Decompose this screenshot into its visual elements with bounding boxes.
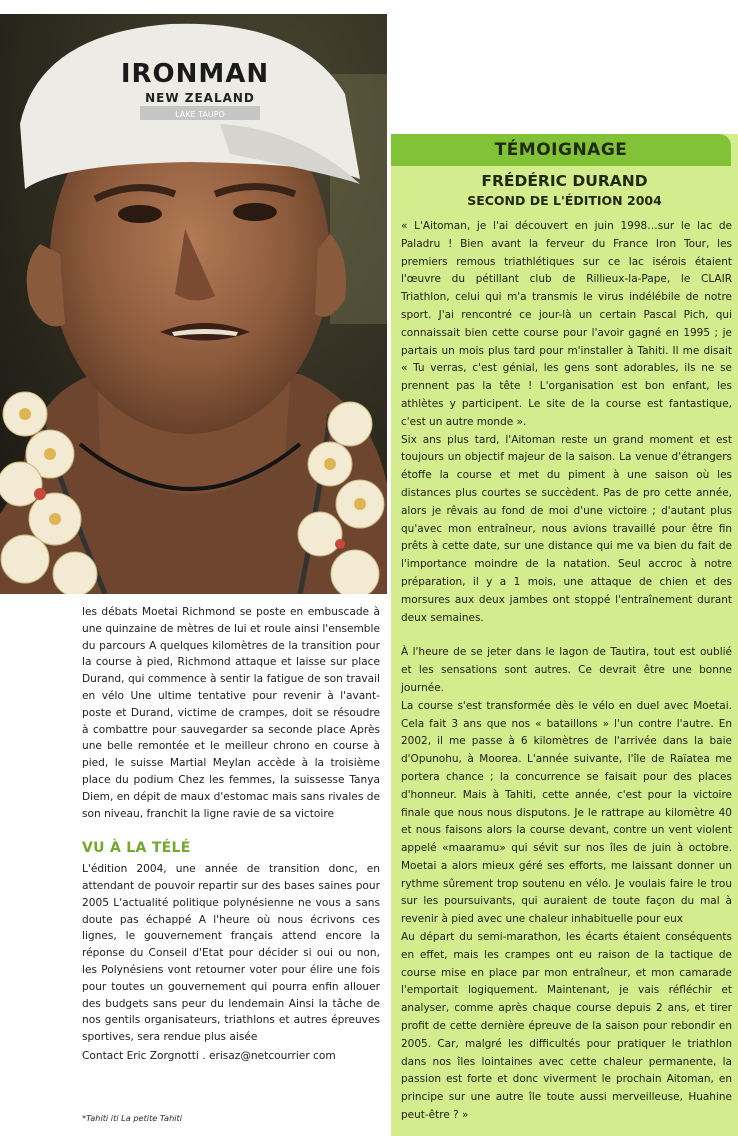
footnote: *Tahiti iti La petite Tahiti [82,1113,183,1123]
contact-line: Contact Eric Zorgnotti . erisaz@netcourrier com [82,1049,336,1062]
athlete-photo-illustration [0,14,387,594]
cap-brand-text: IRONMAN [120,59,270,89]
article-left-column [82,604,380,1065]
testimony-tab-label: TÉMOIGNAGE [391,134,731,166]
testimony-body [401,218,732,1125]
cap-subline-text: LAKE TAUPO [175,110,225,119]
section-heading-tele: VU À LA TÉLÉ [82,840,191,857]
cap-region-text: NEW ZEALAND [145,91,255,105]
testimony-author-role: SECOND DE L'ÉDITION 2004 [467,193,662,208]
testimony-paragraph: La course s'est transformée dès le vélo en duel avec Moetai. Cela fait 3 ans que nos « bataillons » l'un contre l'autre. En 2002, il me passe à 6 kilomètres de l'arrivée dans la baie d'Opunohu, à Moorea. L'année suivante, l'île de Raïatea me portera chance ; la concurrence se faisait pour des places d'honneur. Mais à Tahiti, cette année, c'est pour la victoire finale que nous nous disputons. Je le rattrape au kilomètre 40 et nous faisons alors la course devant, contre un vent violent appelé «maaramu» qui sévit sur nos îles de juin à octobre. Moetai a alors mieux géré ses efforts, me laissant donner un rythme sûrement trop soutenu en vélo. Je voulais faire le trou sur les poursuivants, qui auraient de toute façon du mal à revenir à pied avec une chaleur inhabituelle pour eux [401,699,732,926]
testimony-paragraph: « L'Aitoman, je l'ai découvert en juin 1998…sur le lac de Paladru ! Bien avant la ferveur du France Iron Tour, les premiers remous triathlétiques sur ce lac isérois étaient l'œuvre du pétillant club de Rillieux-la-Pape, le CLAIR Triathlon, celui qui m'a transmis le virus indélébile de notre sport. J'ai rencontré ce jour-là un certain Pascal Pich, qui connaissait bien cette course pour l'avoir gagné en 1995 ; je partais un mois plus tard pour m'installer à Tahiti. Il me disait « Tu verras, c'est génial, les gens sont adorables, ils ne se prennent pas la tête ! L'organisation est bon enfant, les athlètes y participent. Le site de la course est fantastique, c'est un autre monde ». [401,220,732,428]
athlete-photo [0,14,387,594]
testimony-author-name: FRÉDÉRIC DURAND [481,172,648,190]
article-continuation-paragraph: les débats Moetai Richmond se poste en embuscade à une quinzaine de mètres de lui et roule ainsi l'ensemble du parcours A quelques kilomètres de la transition pour la course à pied, Richmond attaque et laisse sur place Durand, qui commence à sentir la fatigue de son travail en vélo Une ultime tentative pour revenir à l'avant-poste et Durand, victime de crampes, doit se résoudre à combattre pour sauvegarder sa seconde place Après une belle remontée et le meilleur chrono en course à pied, le suisse Martial Meylan accède à la troisième place du podium Chez les femmes, la suissesse Tanya Diem, en dépit de maux d'estomac mais sans rivales de son niveau, franchit la ligne ravie de sa victoire [82,606,380,820]
testimony-paragraph: Au départ du semi-marathon, les écarts étaient conséquents en effet, mais les crampes ont eu raison de la tactique de course mise en place par mon entraîneur, et mon camarade l'emportait logiquement. Maintenant, je vais réfléchir et analyser, comme après chaque course depuis 2 ans, et tirer profit de cette dernière épreuve de la saison pour rebondir en 2005. Car, malgré les difficultés pour pratiquer le triathlon dans nos îles lointaines avec cette chaleur permanente, la passion est forte et donc viverment le prochain Aitoman, en principe sur une autre île toute aussi merveilleuse, Huahine peut-être ? » [401,931,732,1122]
testimony-paragraph: Six ans plus tard, l'Aitoman reste un grand moment et est toujours un objectif majeur de la saison. La venue d'étrangers étoffe la course et met du piment à une saison où les distances plus courtes se succèdent. Pas de pro cette année, alors je rêvais au fond de moi d'une victoire ; d'autant plus qu'avec mon entraîneur, nous avions travaillé pour être fin prêts à cette date, sur une distance qui me va bien du fait de l'importance moindre de la natation. Seul accroc à notre préparation, il y a 1 mois, une attaque de chien et des morsures aux deux jambes ont stoppé l'entraînement durant deux semaines. [401,433,732,624]
section-paragraph: L'édition 2004, une année de transition donc, en attendant de pouvoir repartir sur des bases saines pour 2005 L'actualité politique polynésienne ne vous a sans doute pas échappé A l'heure où nous écrivons ces lignes, le gouvernement français attend encore la réponse du Conseil d'Etat pour décider si oui ou non, les Polynésiens vont retourner voter pour élire une fois pour toutes un gouvernement qui pourra enfin allouer des budgets sans peur du lendemain Ainsi la tâche de nos gentils organisateurs, triathlons et autres épreuves sportives, sera rendue plus aisée [82,863,380,1044]
testimony-box [391,134,738,1136]
testimony-paragraph: À l'heure de se jeter dans le lagon de Tautira, tout est oublié et les sensations sont autres. Ce devrait être une bonne journée. [401,646,732,694]
